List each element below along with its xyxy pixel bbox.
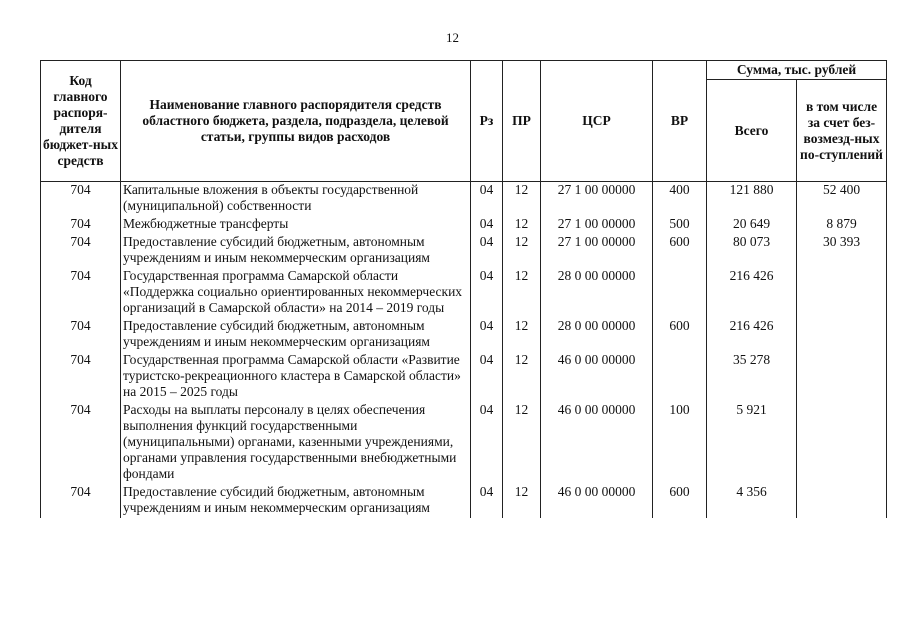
cell-rz: 04: [471, 484, 503, 518]
cell-pr: 12: [503, 234, 541, 268]
header-code: Код главного распоря-дителя бюджет-ных средств: [41, 61, 121, 182]
cell-rz: 04: [471, 402, 503, 484]
cell-rz: 04: [471, 318, 503, 352]
cell-name: Предоставление субсидий бюджетным, автономным учреждениям и иным некоммерческим организациям: [121, 234, 471, 268]
cell-gratuitous: 30 393: [797, 234, 887, 268]
cell-csr: 46 0 00 00000: [541, 402, 653, 484]
cell-csr: 46 0 00 00000: [541, 352, 653, 402]
cell-total: 216 426: [707, 318, 797, 352]
cell-vr: 600: [653, 318, 707, 352]
cell-rz: 04: [471, 352, 503, 402]
cell-total: 4 356: [707, 484, 797, 518]
cell-pr: 12: [503, 216, 541, 234]
table-row: [41, 182, 887, 217]
table-row: [41, 216, 887, 234]
cell-vr: [653, 268, 707, 318]
cell-total: 216 426: [707, 268, 797, 318]
cell-gratuitous: [797, 268, 887, 318]
cell-code: 704: [41, 484, 121, 518]
header-csr: ЦСР: [541, 61, 653, 182]
cell-vr: [653, 352, 707, 402]
header-vr: ВР: [653, 61, 707, 182]
cell-gratuitous: [797, 352, 887, 402]
cell-pr: 12: [503, 484, 541, 518]
cell-code: 704: [41, 402, 121, 484]
cell-vr: 600: [653, 484, 707, 518]
cell-name: Межбюджетные трансферты: [121, 216, 471, 234]
cell-csr: 28 0 00 00000: [541, 268, 653, 318]
cell-total: 80 073: [707, 234, 797, 268]
cell-total: 5 921: [707, 402, 797, 484]
cell-vr: 600: [653, 234, 707, 268]
page-number: 12: [446, 30, 459, 45]
cell-rz: 04: [471, 182, 503, 217]
cell-vr: 500: [653, 216, 707, 234]
cell-total: 20 649: [707, 216, 797, 234]
cell-gratuitous: [797, 484, 887, 518]
cell-csr: 28 0 00 00000: [541, 318, 653, 352]
header-pr: ПР: [503, 61, 541, 182]
cell-name: Расходы на выплаты персоналу в целях обеспечения выполнения функций государственными (муниципальными) органами, казенными учреждениями, органами управления государственными внебюджетными фондами: [121, 402, 471, 484]
cell-pr: 12: [503, 352, 541, 402]
cell-code: 704: [41, 216, 121, 234]
cell-vr: 400: [653, 182, 707, 217]
cell-code: 704: [41, 182, 121, 217]
cell-csr: 27 1 00 00000: [541, 216, 653, 234]
cell-vr: 100: [653, 402, 707, 484]
table-row: [41, 484, 887, 518]
cell-pr: 12: [503, 402, 541, 484]
cell-name: Государственная программа Самарской области «Развитие туристско-рекреационного кластера в Самарской области» на 2015 – 2025 годы: [121, 352, 471, 402]
table-row: [41, 402, 887, 484]
cell-pr: 12: [503, 182, 541, 217]
cell-code: 704: [41, 352, 121, 402]
cell-name: Капитальные вложения в объекты государственной (муниципальной) собственности: [121, 182, 471, 217]
cell-csr: 27 1 00 00000: [541, 182, 653, 217]
header-name: Наименование главного распорядителя средств областного бюджета, раздела, подраздела, целевой статьи, группы видов расходов: [121, 61, 471, 182]
cell-gratuitous: [797, 402, 887, 484]
cell-pr: 12: [503, 268, 541, 318]
header-sum: Сумма, тыс. рублей: [707, 61, 887, 80]
cell-csr: 27 1 00 00000: [541, 234, 653, 268]
cell-gratuitous: 8 879: [797, 216, 887, 234]
cell-rz: 04: [471, 216, 503, 234]
header-gratuitous: в том числе за счет без-возмезд-ных по-ступлений: [797, 80, 887, 182]
cell-gratuitous: [797, 318, 887, 352]
table-row: [41, 318, 887, 352]
cell-total: 35 278: [707, 352, 797, 402]
table-row: [41, 234, 887, 268]
cell-csr: 46 0 00 00000: [541, 484, 653, 518]
cell-code: 704: [41, 318, 121, 352]
cell-gratuitous: 52 400: [797, 182, 887, 217]
cell-name: Предоставление субсидий бюджетным, автономным учреждениям и иным некоммерческим организациям: [121, 318, 471, 352]
cell-name: Государственная программа Самарской области «Поддержка социально ориентированных некоммерческих организаций в Самарской области» на 2014 – 2019 годы: [121, 268, 471, 318]
header-total: Всего: [707, 80, 797, 182]
table-row: [41, 268, 887, 318]
cell-name: Предоставление субсидий бюджетным, автономным учреждениям и иным некоммерческим организациям: [121, 484, 471, 518]
table-body: [41, 182, 887, 519]
cell-rz: 04: [471, 268, 503, 318]
cell-total: 121 880: [707, 182, 797, 217]
budget-table: [40, 60, 887, 518]
cell-pr: 12: [503, 318, 541, 352]
cell-code: 704: [41, 268, 121, 318]
cell-code: 704: [41, 234, 121, 268]
table-header: [41, 61, 887, 182]
cell-rz: 04: [471, 234, 503, 268]
table-row: [41, 352, 887, 402]
header-rz: Рз: [471, 61, 503, 182]
